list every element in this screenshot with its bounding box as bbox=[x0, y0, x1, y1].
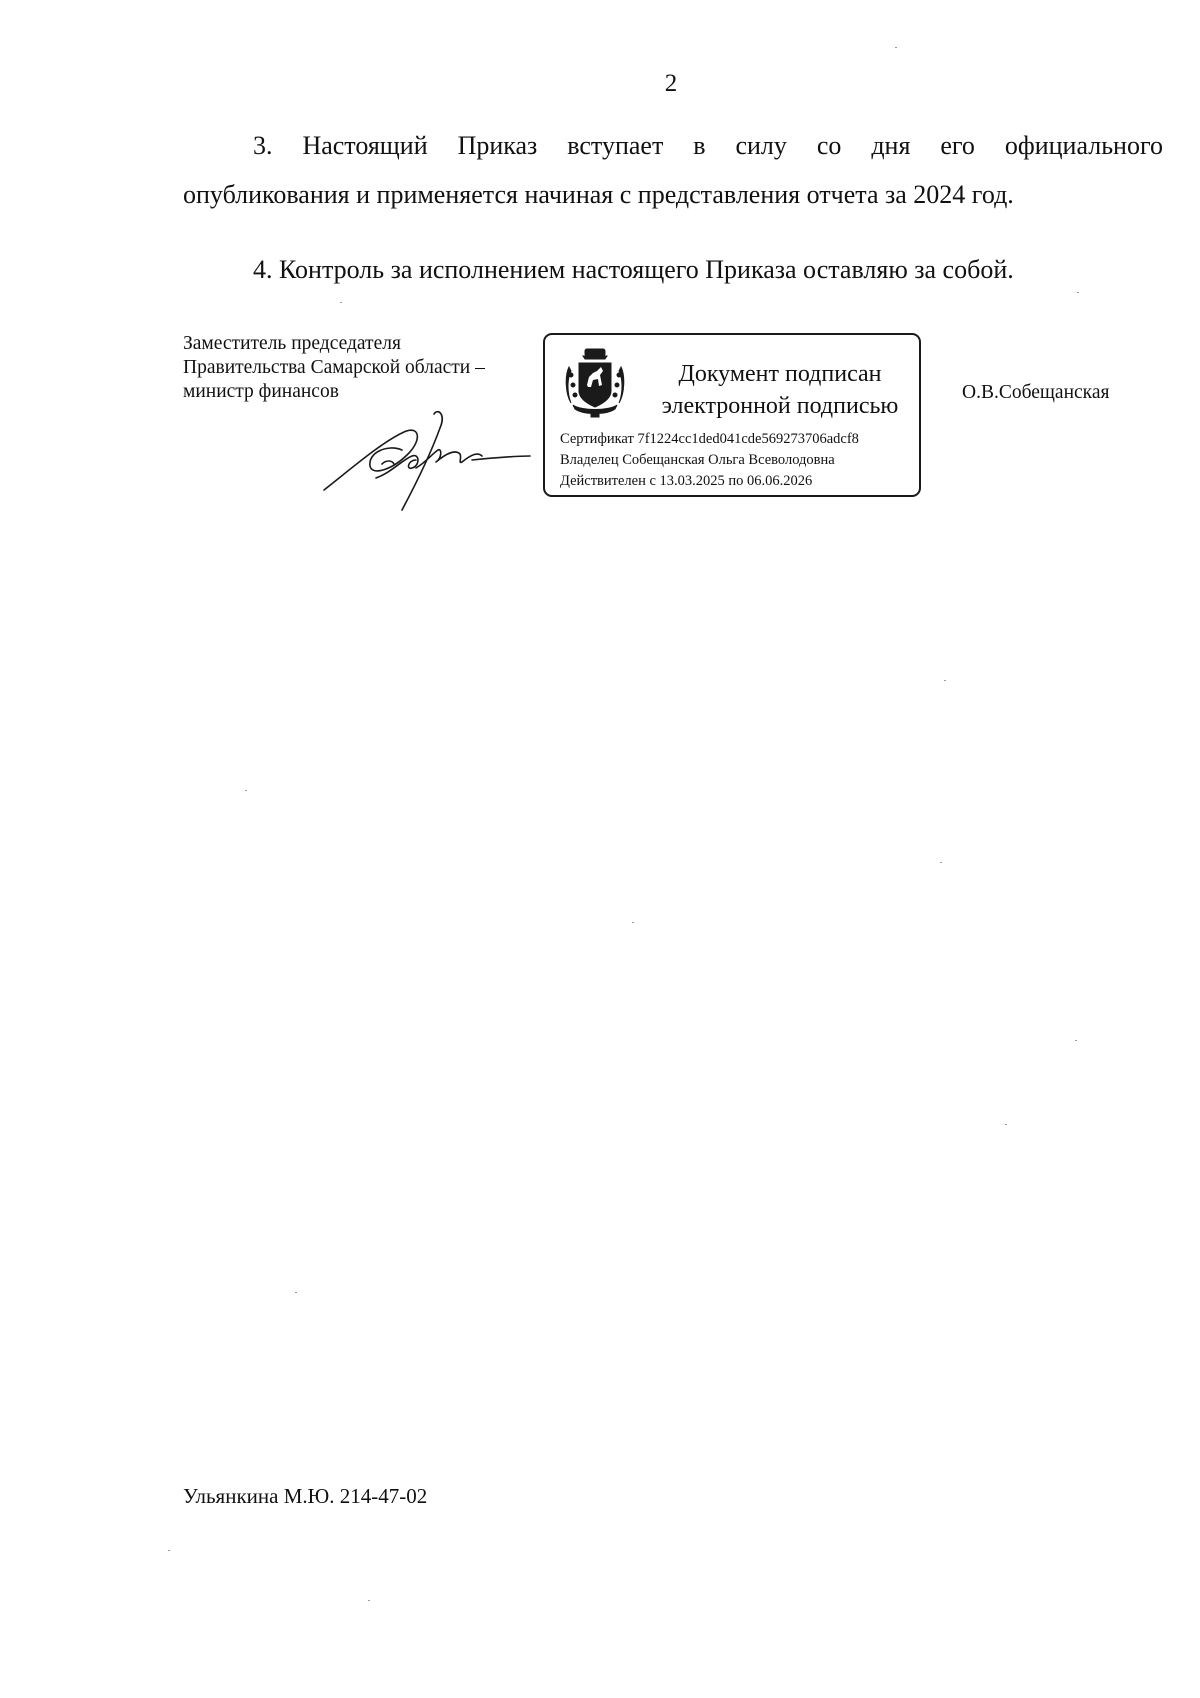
signer-position-line: министр финансов bbox=[183, 381, 339, 402]
executor-contact: Ульянкина М.Ю. 214-47-02 bbox=[183, 1484, 428, 1508]
certificate-owner: Владелец Собещанская Ольга Всеволодовна bbox=[560, 452, 835, 468]
paragraph-3-line-2: опубликования и применяется начиная с представления отчета за 2024 год. bbox=[183, 180, 1014, 209]
scan-speck bbox=[940, 862, 942, 863]
signer-position-line: Заместитель председателя bbox=[183, 333, 401, 354]
paragraph-3-line-1: 3. Настоящий Приказ вступает в силу со дня его официального bbox=[253, 131, 1163, 160]
scan-speck bbox=[632, 922, 634, 923]
scan-speck bbox=[1005, 1124, 1007, 1125]
paragraph-3 bbox=[183, 121, 1163, 219]
paragraph-4: 4. Контроль за исполнением настоящего Приказа оставляю за собой. bbox=[253, 255, 1014, 284]
scan-speck bbox=[295, 1292, 297, 1293]
scan-speck bbox=[1077, 292, 1079, 293]
scan-speck bbox=[895, 47, 897, 48]
stamp-heading bbox=[645, 358, 915, 422]
scan-speck bbox=[1075, 1040, 1077, 1041]
electronic-signature-stamp bbox=[543, 333, 921, 497]
scan-speck bbox=[245, 790, 247, 791]
certificate-number: Сертификат 7f1224cc1ded041cde569273706adcf8 bbox=[560, 431, 859, 447]
signer-position bbox=[183, 332, 485, 404]
samara-coat-of-arms-icon bbox=[561, 345, 629, 421]
scan-speck bbox=[168, 1550, 170, 1551]
signer-position-line: Правительства Самарской области – bbox=[183, 357, 485, 378]
scan-speck bbox=[944, 680, 946, 681]
scan-speck bbox=[340, 302, 342, 303]
certificate-validity: Действителен с 13.03.2025 по 06.06.2026 bbox=[560, 473, 813, 489]
page-number: 2 bbox=[664, 70, 678, 97]
certificate-details bbox=[560, 429, 915, 492]
stamp-heading-line: электронной подписью bbox=[661, 393, 899, 419]
signer-name: О.В.Собещанская bbox=[962, 382, 1110, 403]
stamp-heading-line: Документ подписан bbox=[678, 361, 882, 387]
scan-speck bbox=[368, 1600, 370, 1601]
handwritten-signature bbox=[322, 410, 532, 512]
